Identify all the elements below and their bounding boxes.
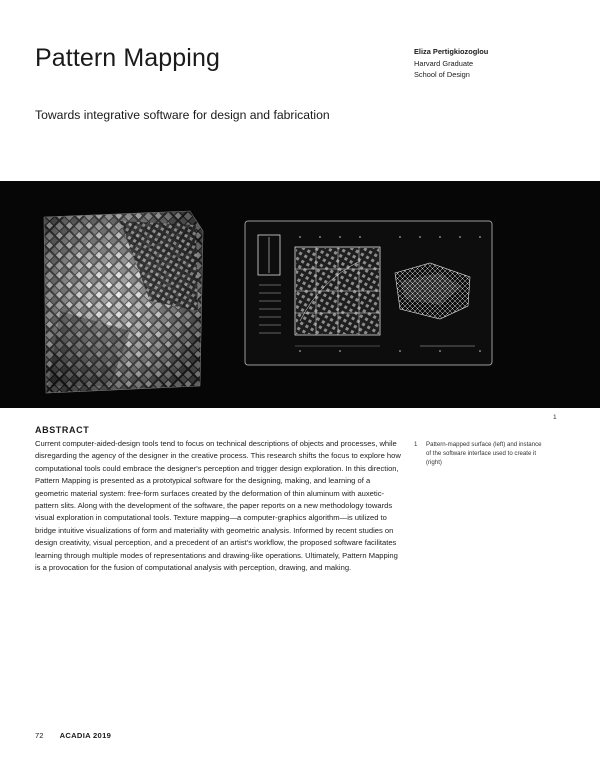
- pattern-mapped-surface: [44, 211, 203, 393]
- paper-title: Pattern Mapping: [35, 44, 220, 72]
- author-affiliation-line2: School of Design: [414, 70, 470, 79]
- figure-caption: [414, 440, 544, 467]
- abstract-body: Current computer-aided-design tools tend to focus on technical descriptions of objects and processes, while disregarding the agency of the designer in the creative process. This research shifts the focus to explore how computational tools could embrace the designer's perception and trigger design exploration. In this direction, Pattern Mapping is presented as a prototypical software for the designing, making, and learning of a geometric material system: free-form surfaces created by the deformation of thin aluminum with auxetic-pattern slits. Along with the development of the software, the paper reports on a new methodology towards visual exploration in computational tools. Texture mapping—a computer-graphics algorithm—is utilized to bridge intuitive visualizations of form and materiality with geometric analysis. Informed by recent studies on design creativity, visual perception, and a precedent of an artist's workflow, the proposed software facilitates learning through multiple modes of representations and drawing-like operations. Ultimately, Pattern Mapping is a provocation for the fusion of computational analysis with perception, drawing, and making.: [35, 439, 401, 573]
- figure-1-artwork: [0, 181, 600, 408]
- caption-number: 1: [414, 441, 418, 448]
- abstract-heading: ABSTRACT: [35, 425, 90, 435]
- caption-text: Pattern-mapped surface (left) and instance of the software interface used to create it (right): [426, 441, 542, 466]
- page-footer: [35, 731, 111, 740]
- conference-name: ACADIA 2019: [59, 731, 112, 740]
- page-number: 72: [35, 731, 44, 740]
- author-name: Eliza Pertigkiozoglou: [414, 47, 489, 56]
- author-block: [414, 46, 574, 81]
- author-affiliation-line1: Harvard Graduate: [414, 58, 474, 68]
- figure-number: 1: [553, 414, 557, 421]
- software-interface-screen: [245, 221, 492, 365]
- figure-1: [0, 181, 600, 408]
- paper-subtitle: Towards integrative software for design and fabrication: [35, 108, 330, 122]
